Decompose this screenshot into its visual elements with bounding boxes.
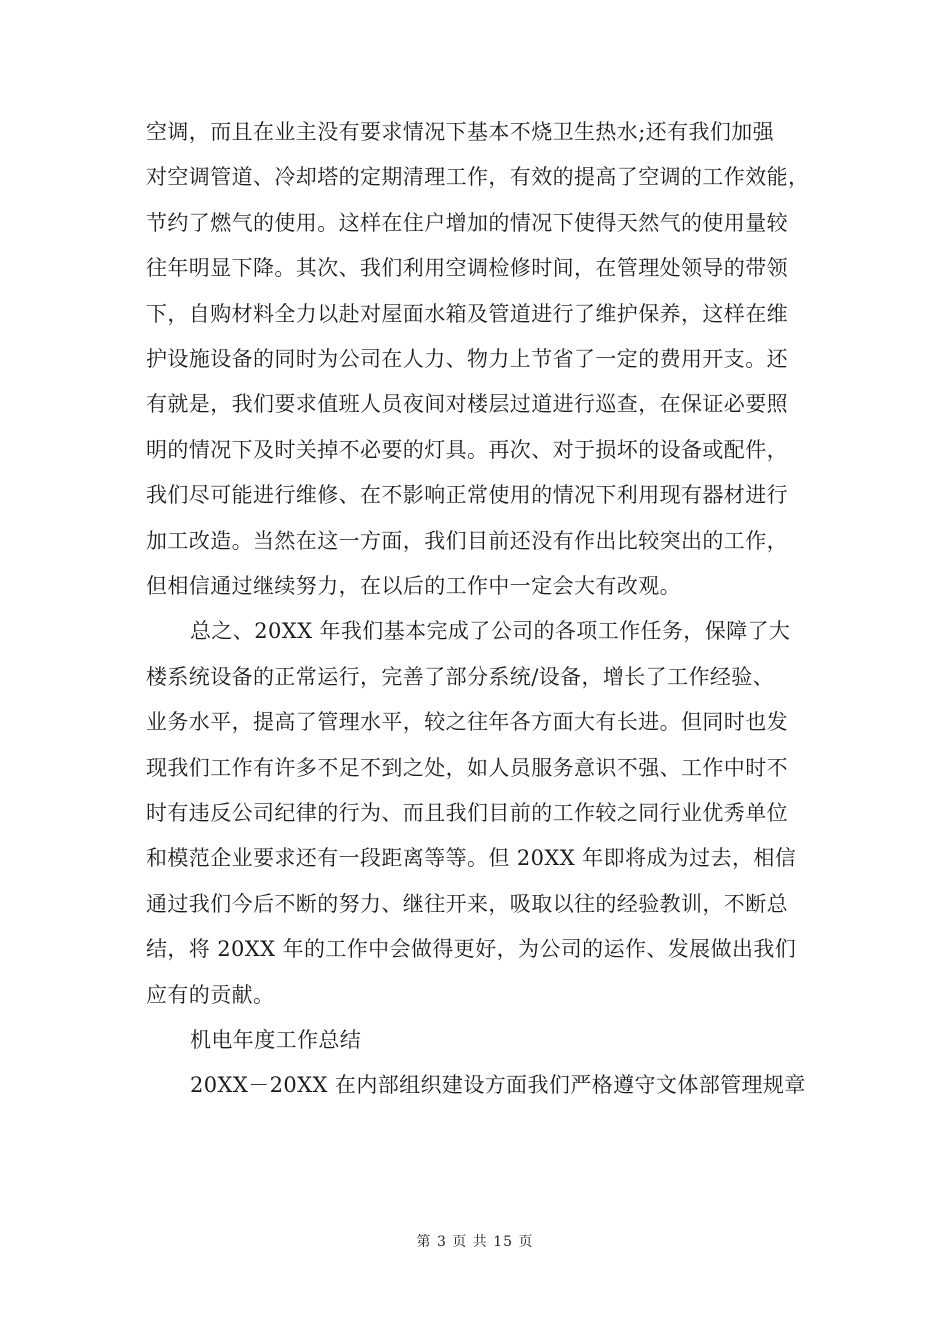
text-line: 对空调管道、冷却塔的定期清理工作，有效的提高了空调的工作效能， xyxy=(146,165,810,190)
text-line: 加工改造。当然在这一方面，我们目前还没有作出比较突出的工作， xyxy=(146,528,788,553)
text-line: 护设施设备的同时为公司在人力、物力上节省了一定的费用开支。还 xyxy=(146,347,788,371)
text-line: 有就是，我们要求值班人员夜间对楼层过道进行巡查，在保证必要照 xyxy=(146,392,788,417)
text-line: 总之、20XX 年我们基本完成了公司的各项工作任务，保障了大 xyxy=(190,619,791,644)
text-line: 通过我们今后不断的努力、继往开来，吸取以往的经验教训，不断总 xyxy=(146,891,788,916)
text-line: 现我们工作有许多不足不到之处，如人员服务意识不强、工作中时不 xyxy=(146,755,788,780)
text-line: 空调，而且在业主没有要求情况下基本不烧卫生热水;还有我们加强 xyxy=(146,120,775,144)
text-line: 时有违反公司纪律的行为、而且我们目前的工作较之同行业优秀单位 xyxy=(146,801,788,825)
text-line: 往年明显下降。其次、我们利用空调检修时间，在管理处领导的带领 xyxy=(146,256,788,281)
text-line: 结，将 20XX 年的工作中会做得更好，为公司的运作、发展做出我们 xyxy=(146,937,797,962)
text-line: 明的情况下及时关掉不必要的灯具。再次、对于损坏的设备或配件， xyxy=(146,437,788,462)
text-line: 节约了燃气的使用。这样在住户增加的情况下使得天然气的使用量较 xyxy=(146,210,788,235)
text-line: 下，自购材料全力以赴对屋面水箱及管道进行了维护保养，这样在维 xyxy=(146,301,788,326)
text-line: 但相信通过继续努力，在以后的工作中一定会大有改观。 xyxy=(146,574,681,598)
text-line: 应有的贡献。 xyxy=(146,982,275,1007)
text-line: 我们尽可能进行维修、在不影响正常使用的情况下利用现有器材进行 xyxy=(146,483,788,508)
page-footer: 第 3 页 共 15 页 xyxy=(416,1234,534,1250)
text-line: 和模范企业要求还有一段距离等等。但 20XX 年即将成为过去，相信 xyxy=(146,846,797,871)
text-line: 20XX－20XX 在内部组织建设方面我们严格遵守文体部管理规章 xyxy=(190,1073,806,1098)
text-line: 机电年度工作总结 xyxy=(190,1028,362,1052)
text-line: 楼系统设备的正常运行，完善了部分系统/设备，增长了工作经验、 xyxy=(146,664,775,689)
text-line: 业务水平，提高了管理水平，较之往年各方面大有长进。但同时也发 xyxy=(146,710,788,735)
